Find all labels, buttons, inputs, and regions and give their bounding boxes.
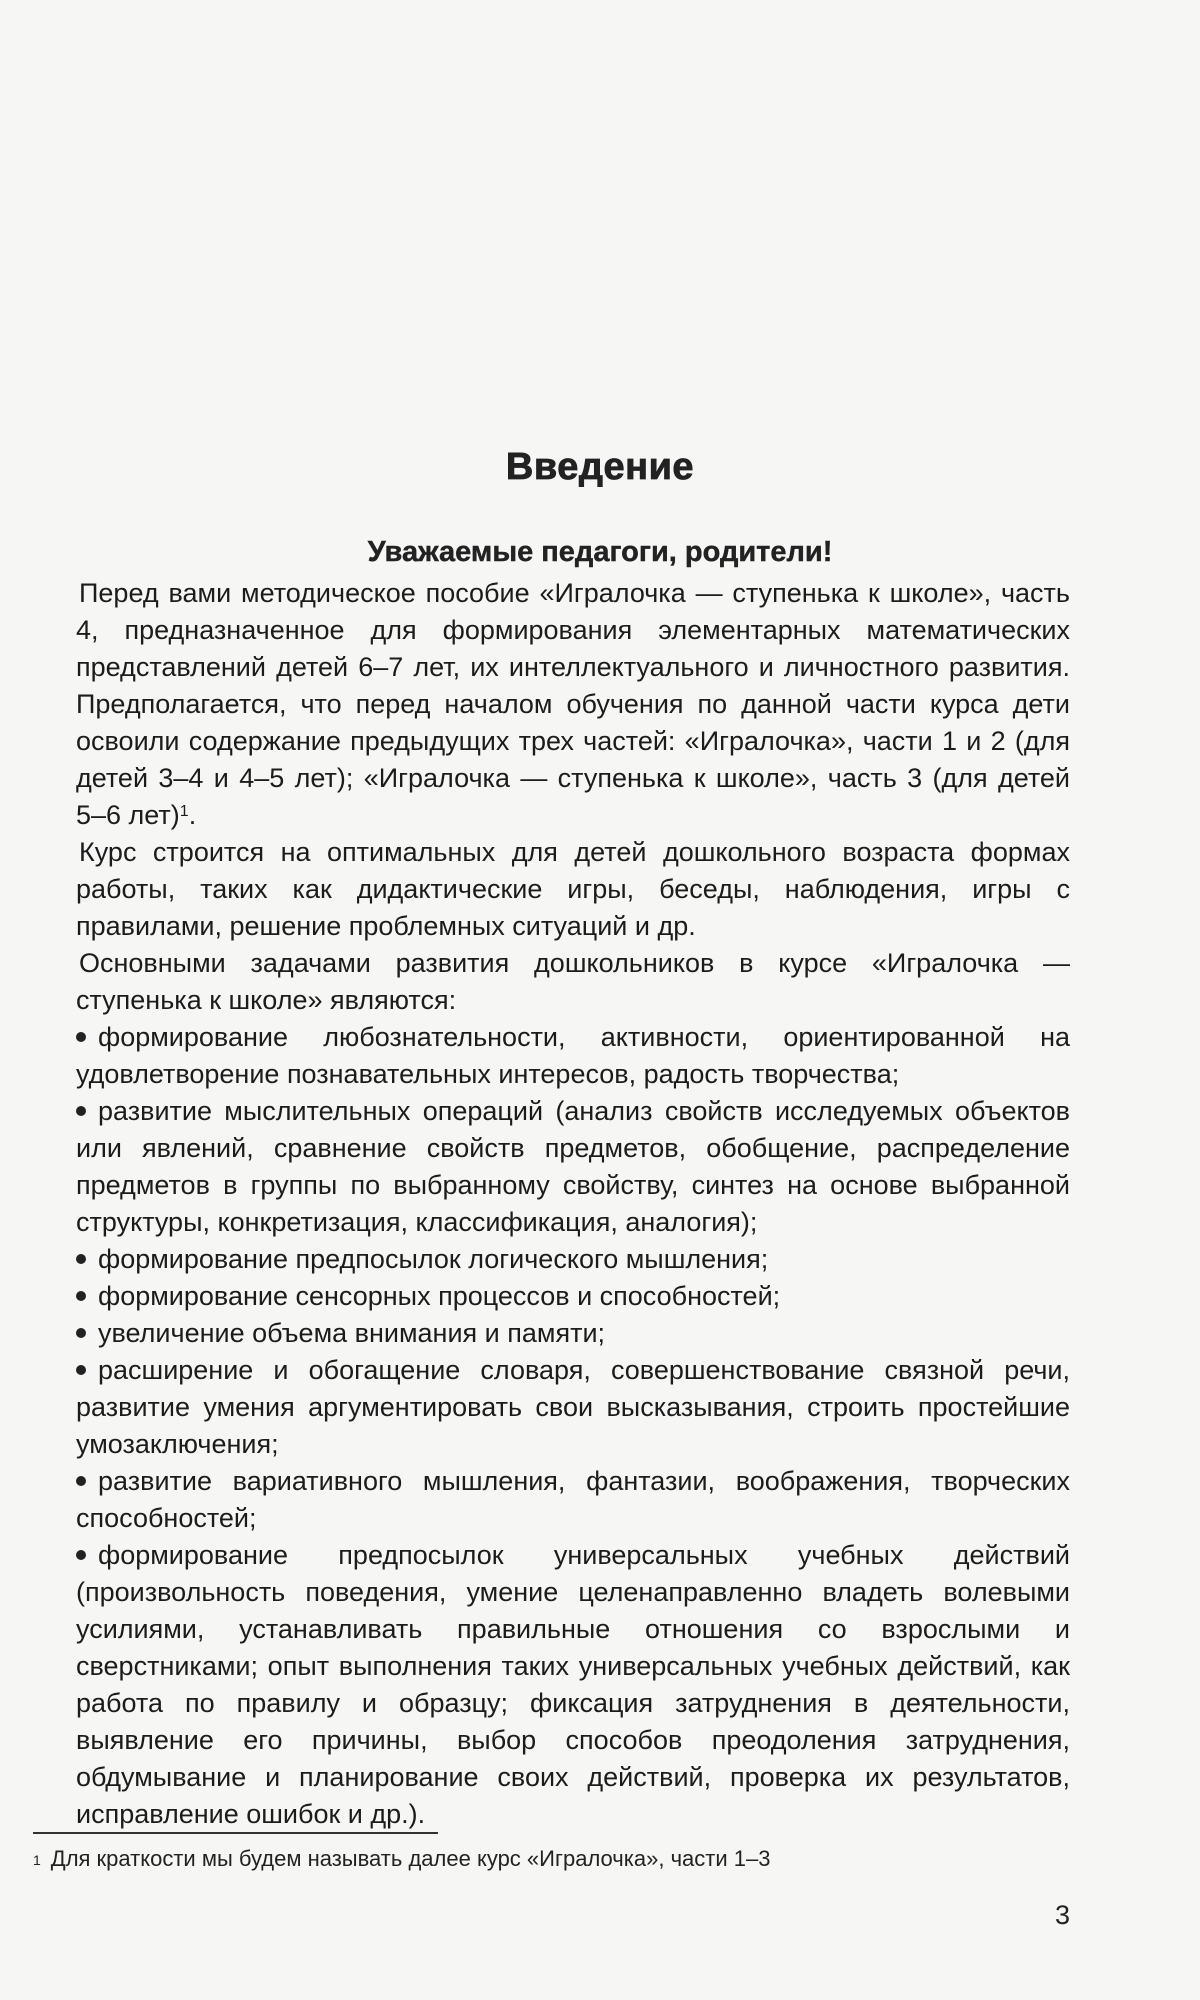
bullet-icon — [76, 1365, 86, 1375]
list-item-text: развитие мыслительных операций (анализ свойств исследуемых объектов или явлений, сравнение свойств предметов, обобщение, распределение предметов в группы по выбранному свойству, синтез на основе выбранной структуры, конкретизация, классификация, аналогия); — [76, 1096, 1070, 1237]
list-item-text: формирование любознательности, активности, ориентированной на удовлетворение познавательных интересов, радость творчества; — [76, 1022, 1070, 1089]
list-item — [76, 1093, 1070, 1241]
bullet-icon — [76, 1328, 86, 1338]
body-text — [76, 575, 1070, 1833]
list-item — [76, 1537, 1070, 1833]
list-item — [76, 1241, 1070, 1278]
footnote-mark: 1 — [33, 1852, 41, 1868]
page-title: Введение — [505, 446, 695, 488]
footnote-reference: 1 — [179, 803, 189, 820]
bullet-icon — [76, 1032, 86, 1042]
list-item-text: увеличение объема внимания и памяти; — [98, 1318, 606, 1348]
list-item-text: формирование предпосылок универсальных учебных действий (произвольность поведения, умение целенаправленно владеть волевыми усилиями, устанавливать правильные отношения со взрослыми и сверстниками; опыт выполнения таких универсальных учебных действий, как работа по правилу и образцу; фиксация затруднения в деятельности, выявление его причины, выбор способов преодоления затруднения, обдумывание и планирование своих действий, проверка их результатов, исправление ошибок и др.). — [76, 1540, 1070, 1829]
paragraph-intro-text: Перед вами методическое пособие «Игралочка — ступенька к школе», часть 4, предназначенное для формирования элементарных математических представлений детей 6–7 лет, их интеллектуального и личностного развития. Предполагается, что перед началом обучения по данной части курса дети освоили содержание предыдущих трех частей: «Игралочка», части 1 и 2 (для детей 3–4 и 4–5 лет); «Игралочка — ступенька к школе», часть 3 (для детей 5–6 лет) — [76, 578, 1070, 830]
list-item-text: формирование сенсорных процессов и способностей; — [98, 1281, 781, 1311]
list-item — [76, 1315, 1070, 1352]
footnote — [33, 1844, 770, 1874]
list-item — [76, 1278, 1070, 1315]
bullet-icon — [76, 1291, 86, 1301]
list-item-text: формирование предпосылок логического мышления; — [98, 1244, 769, 1274]
bullet-icon — [76, 1254, 86, 1264]
footnote-divider — [33, 1832, 438, 1834]
list-item — [76, 1352, 1070, 1463]
paragraph-intro-end: . — [188, 800, 197, 830]
bullet-icon — [76, 1476, 86, 1486]
paragraph-intro — [76, 575, 1070, 834]
paragraph-course-text: Курс строится на оптимальных для детей дошкольного возраста формах работы, таких как дидактические игры, беседы, наблюдения, игры с правилами, решение проблемных ситуаций и др. — [76, 837, 1070, 941]
footnote-text: Для краткости мы будем называть далее курс «Игралочка», части 1–3 — [50, 1846, 771, 1871]
list-item — [76, 1019, 1070, 1093]
paragraph-course — [76, 834, 1070, 945]
page-number: 3 — [1054, 1900, 1070, 1930]
list-item — [76, 1463, 1070, 1537]
list-item-text: расширение и обогащение словаря, совершенствование связной речи, развитие умения аргументировать свои высказывания, строить простейшие умозаключения; — [76, 1355, 1070, 1459]
bullet-icon — [76, 1550, 86, 1560]
list-item-text: развитие вариативного мышления, фантазии, воображения, творческих способностей; — [76, 1466, 1070, 1533]
paragraph-tasks-text: Основными задачами развития дошкольников в курсе «Игралочка — ступенька к школе» являются: — [76, 948, 1070, 1015]
page-subtitle: Уважаемые педагоги, родители! — [367, 536, 833, 568]
bleed-through-decoration — [75, 70, 1065, 366]
bullet-icon — [76, 1106, 86, 1116]
paragraph-tasks — [76, 945, 1070, 1019]
